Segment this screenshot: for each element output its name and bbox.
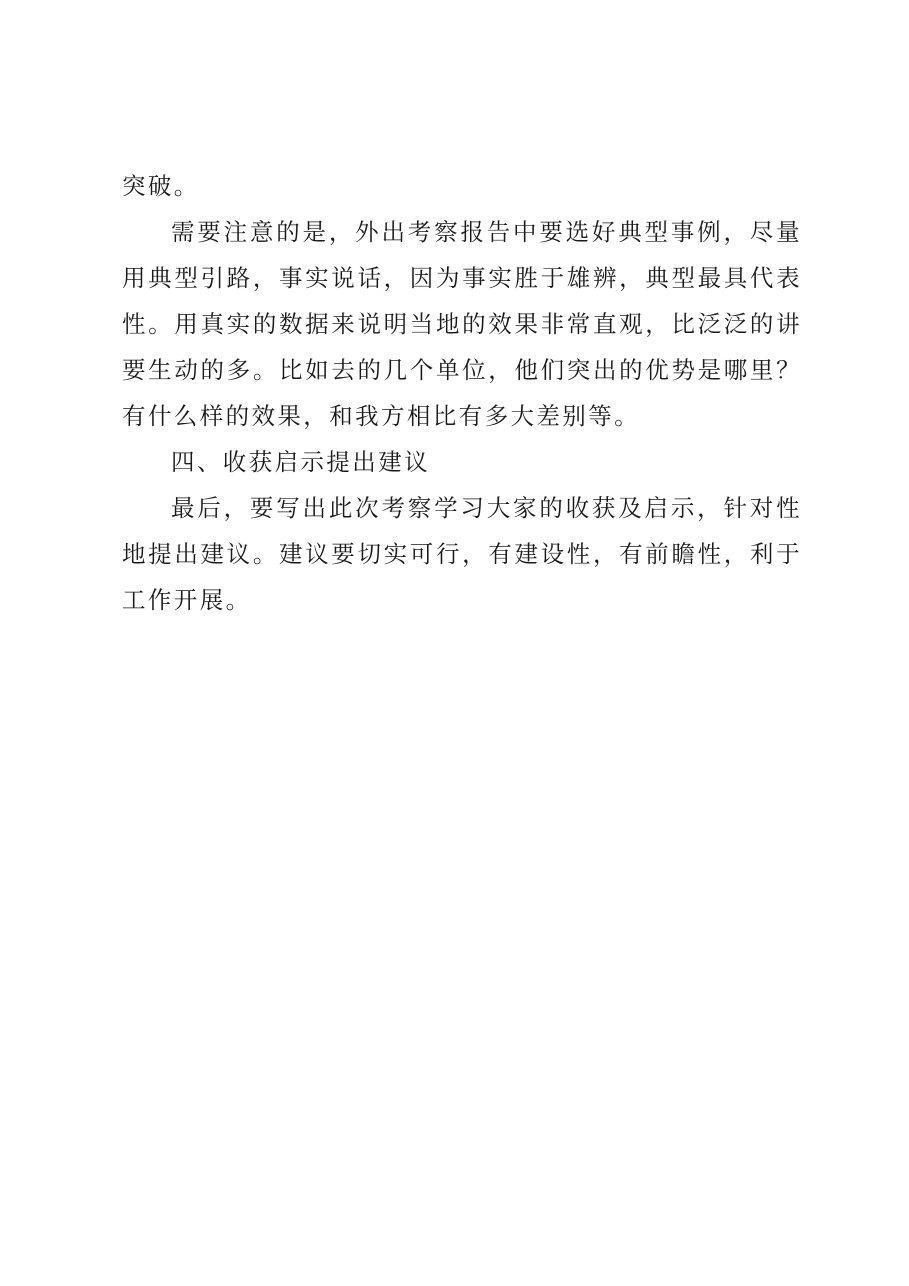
paragraph-continuation: 突破。: [122, 172, 200, 200]
paragraph-typical-examples: 需要注意的是，外出考察报告中要选好典型事例，尽量用典型引路，事实说话，因为事实胜于雄辨，典型最具代表性。用真实的数据来说明当地的效果非常直观，比泛泛的讲要生动的多。比如去的几个单位，他们突出的优势是哪里？有什么样的效果，和我方相比有多大差别等。: [122, 218, 802, 430]
document-body: [122, 163, 802, 623]
paragraph-conclusion: 最后，要写出此次考察学习大家的收获及启示，针对性地提出建议。建议要切实可行，有建设性，有前瞻性，利于工作开展。: [122, 494, 802, 614]
section-heading-suggestions: 四、收获启示提出建议: [171, 448, 430, 476]
